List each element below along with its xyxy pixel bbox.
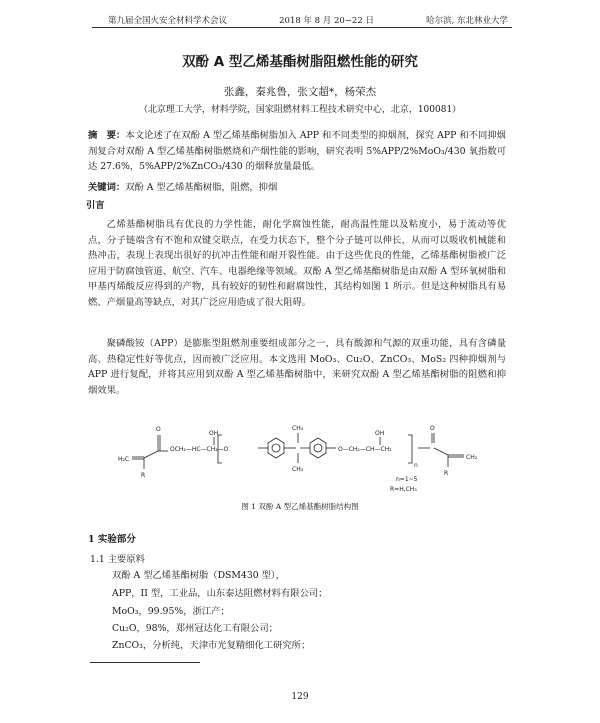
bond <box>434 448 448 455</box>
label-r-def: R=H,CH₃ <box>390 486 417 493</box>
intro-paragraph-1: 乙烯基酯树脂具有优良的力学性能，耐化学腐蚀性能，耐高温性能以及粘度小，易于流动等优点，分子链端含有不饱和双键交联点，在受力状态下，整个分子链可以伸长，从而可以吸收机械能和热冲击，表现上表现出很好的抗冲击性能和耐开裂性能。由于这些优良的性能，乙烯基酯树脂被广泛应用于防腐蚀管道、航空、汽车、电器绝缘等领域。双酚 A 型乙烯基酯树脂是由双酚 A 型环氧树脂和甲基丙烯酸反应得到的产物，具有较好的韧性和耐腐蚀性，其结构如图 1 所示。但是这种树脂具有易燃、产烟量高等缺点，对其广泛应用造成了很大阻碍。 <box>88 219 506 308</box>
label-n-range: n=1~5 <box>396 476 418 483</box>
ring-circle-2 <box>314 444 322 452</box>
label-left-chain: OCH₂—HC—CH₂—O <box>170 446 229 453</box>
label-ch3-bottom: CH₃ <box>292 466 304 473</box>
material-item: MoO₃，99.95%，浙江产； <box>112 606 230 617</box>
structure-diagram <box>118 415 478 495</box>
conference-location: 哈尔滨, 东北林业大学 <box>426 16 508 26</box>
label-r-right: R <box>444 470 449 477</box>
figure-caption: 图 1 双酚 A 型乙烯基酯树脂结构图 <box>241 502 359 511</box>
conference-header <box>108 14 508 26</box>
repeat-bracket-right <box>408 435 412 463</box>
benzene-ring-2 <box>310 438 326 458</box>
page-number: 129 <box>291 692 309 702</box>
paper-affiliation: （北京理工大学，材料学院，国家阻燃材料工程技术研究中心，北京，100081） <box>138 105 462 115</box>
label-oh-right: OH <box>375 430 385 437</box>
label-o-left: O <box>156 426 161 433</box>
material-item: ZnCO₃，分析纯，天津市光复精细化工研究所； <box>112 640 311 651</box>
label-oh-left: OH <box>209 430 219 437</box>
label-h2c: H₂C <box>118 456 130 463</box>
material-item: Cu₂O，98%，郑州冠达化工有限公司； <box>112 623 278 634</box>
abstract-text: 本文论述了在双酚 A 型乙烯基酯树脂加入 APP 和不同类型的抑烟剂，探究 APP 和不同抑烟剂复合对双酚 A 型乙烯基酯树脂燃烧和产烟性能的影响，研究表明 5%APP/2%MoO₃/430 氧指数可达 27.6%，5%APP/2%ZnCO₃/430 的烟释放量最低。 <box>88 130 506 173</box>
paper-title: 双酚 A 型乙烯基酯树脂阻燃性能的研究 <box>182 54 418 70</box>
label-r-left: R <box>141 472 146 479</box>
intro-paragraph-2: 聚磷酸铵（APP）是膨胀型阻燃剂重要组成部分之一，具有酸源和气源的双重功能，具有含磷量高、热稳定性好等优点，因而被广泛应用。本文选用 MoO₃、Cu₂O、ZnCO₃、MoS₂ 四种抑烟剂与 APP 进行复配，并将其应用到双酚 A 型乙烯基酯树脂中，来研究双酚 A 型乙烯基酯树脂的阻燃和抑烟效果。 <box>88 338 506 396</box>
subsection-heading: 1.1 主要原料 <box>90 554 145 565</box>
abstract <box>88 128 506 175</box>
bond <box>144 451 158 458</box>
material-item: APP，II 型，工业品，山东泰达阻燃材料有限公司； <box>112 588 328 599</box>
keywords-label: 关键词： <box>88 182 126 193</box>
ring-circle-1 <box>272 444 280 452</box>
header-divider <box>92 27 512 28</box>
label-o-right: O <box>430 425 435 432</box>
keywords-text: 双酚 A 型乙烯基酯树脂，阻燃，抑烟 <box>125 182 278 193</box>
material-item: 双酚 A 型乙烯基酯树脂（DSM430 型）， <box>112 570 285 581</box>
conference-date: 2018 年 8 月 20−22 日 <box>279 16 374 26</box>
benzene-ring-1 <box>268 438 284 458</box>
keywords <box>88 180 506 196</box>
abstract-label: 摘 要： <box>88 130 126 141</box>
label-subscript-n: n <box>414 462 418 469</box>
label-ch3-top: CH₃ <box>292 425 304 432</box>
label-ch-right: CH₂ <box>466 454 478 461</box>
label-right-chain: O—CH₂—CH—CH₂ <box>338 446 392 453</box>
paper-authors: 张鑫，秦兆鲁，张文超*，杨荣杰 <box>223 86 377 98</box>
section-heading: 1 实验部分 <box>88 534 136 545</box>
conference-name: 第九届全国火安全材料学术会议 <box>108 16 228 26</box>
footnote-divider <box>90 662 200 663</box>
intro-heading: 引言 <box>86 200 105 211</box>
